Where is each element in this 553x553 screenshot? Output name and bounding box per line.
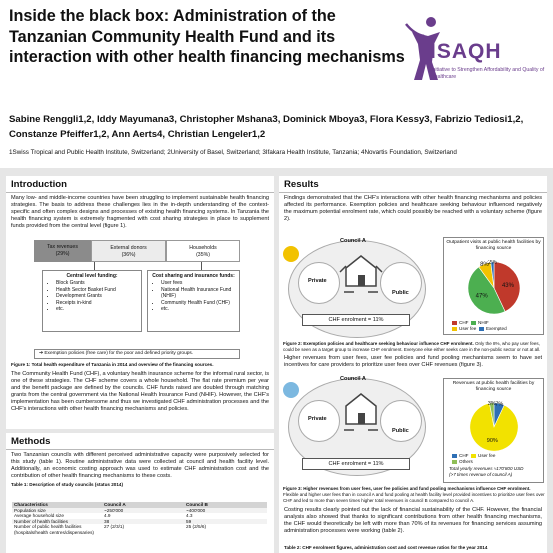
table-cell: ~400'000 <box>184 508 267 514</box>
fig3-pie-chart <box>468 401 520 453</box>
household-bar: Households (35%) <box>166 240 240 262</box>
list-item: • National Health Insurance Fund (NHIF) <box>161 287 235 300</box>
table-cell: Average household size <box>14 513 64 519</box>
legend-swatch <box>452 454 457 458</box>
legend-swatch <box>452 460 457 464</box>
table-cell: Population size <box>12 508 102 514</box>
introduction-paragraph-2: The Community Health Fund (CHF), a voluntary health insurance scheme for the informal rural sector, is one of these strategies. The CHF scheme covers a whole household. The flat rate premium per year and the benefit package are defined by the councils. CHF funds raised are doubled through matching grants from the central government via the National Health Insurance Fund (NHIF). However, the CHF's implementation has been cumbersome and thus we investigated CHF administration processes and the CHF's interactions with other health financing mechanisms and policies. <box>11 371 269 413</box>
fig2-pie-chart <box>466 260 522 316</box>
list-item: • User fees <box>161 280 235 286</box>
pie-data-label: 43% <box>501 282 514 289</box>
external-donor-bar: External donors (36%) <box>91 240 166 262</box>
logo-tagline: Initiative to Strengthen Affordability and Quality of Healthcare <box>431 67 545 80</box>
table-header-cell: Council A <box>102 502 184 508</box>
fig2-pie-panel <box>443 237 544 335</box>
introduction-heading: Introduction <box>6 176 274 193</box>
table-1-caption: Table 1: Description of study councils (status 2014) <box>11 482 123 488</box>
public-sector-circle <box>380 400 422 442</box>
table-header-cell: Characteristics <box>12 502 102 508</box>
public-sector-circle <box>380 262 422 304</box>
figure-2-caption-title: Figure 2: Exemption policies and healthcare seeking behaviour influence CHF enrolment. <box>283 341 474 346</box>
list-item: • Community Health Fund (CHF) <box>161 300 235 306</box>
enrolment-box: CHF enrolment = 11% <box>302 314 410 326</box>
central-funding-title: Central level funding: <box>66 273 118 279</box>
fig3-pie-title: Revenues at public health facilities by financing source <box>452 381 535 392</box>
cost-sharing-title: Cost sharing and insurance funds: <box>152 273 235 279</box>
methods-paragraph: Two Tanzanian councils with different perceived administrative capacity were purposively selected for this study (table 1). Routine administrative data were collected at council and health facility level. Additionally, an economic costing approach was used to estimate CHF administration cost and the contribution of other health financing mechanisms to these costs. <box>11 452 269 480</box>
study-councils-table <box>12 502 267 536</box>
figure-1-caption: Figure 1: Total health expenditure of Tanzania in 2014 and overview of the financing sources. <box>11 362 214 367</box>
public-label: Public <box>392 428 409 434</box>
introduction-paragraph-1: Many low- and middle-income countries have been struggling to implement sustainable health financing strategies. The basis to address these challenges lies in the in-depth understanding of the context-specific and often complex designs and processes of existing health financing systems. In Tanzania the health financing system is extremely fragmented with cost sharing strategies in place to supplement funds provided from the central level (figure 1). <box>11 195 269 230</box>
household-icon <box>336 386 386 442</box>
table-cell: 4.9 <box>104 513 111 519</box>
figure-3-caption-text: Flexible and higher user fees than in council A and fund pooling at health facility level provided incentives to prioritize user fees over CHF and led to more than seven times higher total revenues in council B compared to council A. <box>283 491 545 503</box>
pie-data-label: 3% <box>487 401 496 407</box>
table-cell: 59 <box>184 519 267 525</box>
public-label: Public <box>392 290 409 296</box>
private-label: Private <box>308 416 327 422</box>
table-2-caption: Table 2: CHF enrolment figures, administration cost and cost revenue ratios for the year 2014 <box>284 545 488 550</box>
fig3-total-revenue: Total yearly revenues ≈170'800 USD <box>449 466 524 471</box>
list-item: • Health Sector Basket Fund <box>56 287 137 293</box>
legend-swatch <box>452 321 457 325</box>
enrolment-box: CHF enrolment = 11% <box>302 458 410 470</box>
pie-data-label: 2% <box>488 260 497 267</box>
central-funding-box <box>42 270 142 332</box>
table-cell: 38 <box>102 519 184 525</box>
legend-label: NHIF <box>478 320 489 325</box>
legend-swatch <box>471 321 476 325</box>
poster-header <box>0 0 553 180</box>
table-cell: Number of public health facilities (hospitals/health centres/dispensaries) <box>14 524 94 535</box>
results-paragraph-3: Costing results clearly pointed out the lack of financial sustainability of the CHF. However, the financial analysis also showed that thanks to significant contributions from other health financing mechanisms, the CHF would theoretically be left with more than 70% of its revenues for financing services assuming administration processes were working (table 2). <box>284 507 542 535</box>
poster-title: Inside the black box: Administration of the Tanzanian Community Health Fund and its interaction with other health financing mechanisms <box>9 7 405 66</box>
affiliations: 1Swiss Tropical and Public Health Institute, Switzerland; 2University of Basel, Switzerland; 3Ifakara Health Institute, Tanzania; 4Novartis Foundation, Switzerland <box>9 149 457 156</box>
council-b-badge-icon <box>283 382 299 398</box>
list-item: • etc. <box>56 306 137 312</box>
pie-data-label: 47% <box>475 293 488 300</box>
household-icon <box>336 248 386 304</box>
table-cell: 27 (2/3/1) <box>104 524 125 530</box>
council-a-badge-icon <box>283 246 299 262</box>
legend-swatch <box>471 454 476 458</box>
legend-swatch <box>452 327 457 331</box>
list-item: • Development Grants <box>56 293 137 299</box>
legend-label: User fee <box>459 326 477 331</box>
pie-data-label: 8% <box>480 261 489 268</box>
author-list: Sabine Renggli1,2, Iddy Mayumana3, Christopher Mshana3, Dominick Mboya3, Flora Kessy3, Fabrizio Tediosi1,2, Constanze Pfeiffer1,2, Ann Aerts4, Christian Lengeler1,2 <box>9 114 524 140</box>
tax-revenue-bar: Tax revenues (29%) <box>34 240 91 262</box>
list-item: • Block Grants <box>56 280 137 286</box>
fig2-legend <box>452 320 544 332</box>
list-item: • etc. <box>161 306 235 312</box>
table-cell: 25 (2/5/6) <box>186 524 207 530</box>
exemption-note: ➔ Exemption policies (free care) for the poor and defined priority groups. <box>34 349 240 359</box>
figure-2-caption <box>283 341 545 353</box>
table-cell: Number of health facilities <box>12 519 102 525</box>
results-paragraph-2: Higher revenues from user fees, user fee policies and fund pooling mechanisms seem to have set incentives for care providers to prioritize user fees over CHF revenues (figure 3). <box>284 355 542 369</box>
table-row <box>12 524 267 535</box>
legend-label: Exempted <box>485 326 507 331</box>
legend-label: CHF <box>459 453 469 458</box>
legend-label: User fee <box>478 453 496 458</box>
methods-heading: Methods <box>6 433 274 450</box>
table-cell: ~250'000 <box>102 508 184 514</box>
figure-3-caption-title: Figure 3: Higher revenues from user fees, user fee policies and fund pooling mechanisms influence CHF enrolment. <box>283 486 531 491</box>
connector-line <box>201 262 202 270</box>
cost-sharing-box <box>147 270 240 332</box>
list-item: • Receipts in-kind <box>56 300 137 306</box>
fig3-pie-panel <box>443 378 544 483</box>
results-heading: Results <box>279 176 547 193</box>
figure-3-caption <box>283 486 545 503</box>
funding-figure <box>34 240 240 360</box>
figure-2-caption-text: Only the 8%, who pay user fees, could be seen as a target group to increase CHF enrolment. Everyone else either seeks care in the non-public sector or not at all. <box>283 341 541 352</box>
council-label: Council A <box>340 376 366 382</box>
legend-swatch <box>479 327 484 331</box>
introduction-lower <box>6 361 274 429</box>
logo-wordmark: ISAQH <box>430 40 502 63</box>
table-cell: 4.3 <box>186 513 193 519</box>
legend-label: CHF <box>459 320 469 325</box>
pie-data-label: 90% <box>486 438 498 445</box>
fig3-total-note: (>7 times revenue of council A) <box>449 472 513 477</box>
connector-line <box>94 262 95 270</box>
fig3-legend <box>452 453 544 465</box>
private-label: Private <box>308 278 327 284</box>
results-paragraph-1: Findings demonstrated that the CHF's interactions with other health financing mechanisms and policies affected its performance. Exemption policies and healthcare seeking behaviour influenced negatively the maximum potential enrolment rate, which could possibly be reached with a voluntary scheme (figure 2). <box>284 195 542 223</box>
pie-data-label: 7% <box>495 401 504 408</box>
table-header-cell: Council B <box>184 502 267 508</box>
council-label: Council A <box>340 238 366 244</box>
legend-label: Others <box>459 459 473 464</box>
fig2-pie-title: Outpatient visits at public health facilities by financing source <box>446 240 541 251</box>
